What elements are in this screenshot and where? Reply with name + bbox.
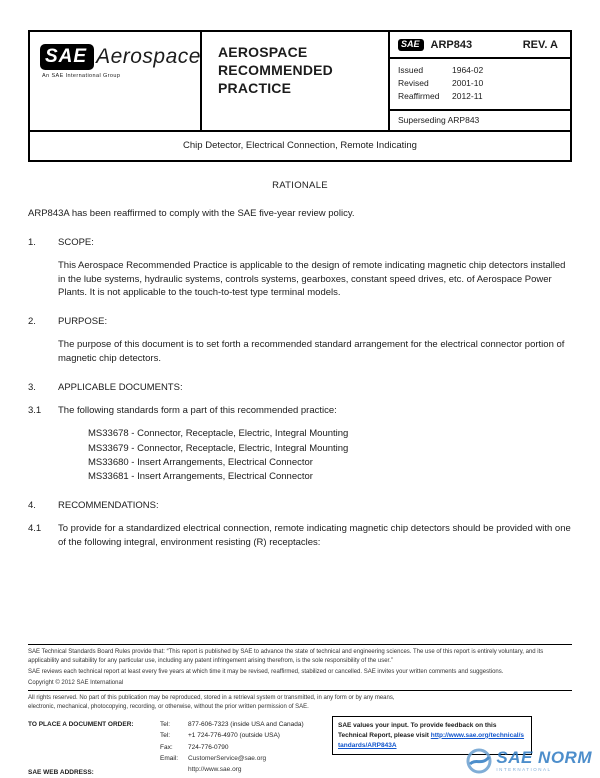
- section-1-heading: 1. SCOPE:: [28, 236, 94, 248]
- rationale-heading: RATIONALE: [272, 180, 328, 191]
- document-type-title: AEROSPACE RECOMMENDED PRACTICE: [202, 32, 390, 130]
- order-label: TO PLACE A DOCUMENT ORDER:: [28, 721, 134, 729]
- legal-notice-1: SAE Technical Standards Board Rules provide that: “This report is published by SAE to advance the state of technical and engineering sciences. The use of this report is entirely voluntary, and its applicability and suitability for any particular use, including any patent infringement arising therefrom, is the sole responsibility of the user.”: [28, 649, 544, 664]
- web-address-label: SAE WEB ADDRESS:: [28, 768, 94, 776]
- document-title: Chip Detector, Electrical Connection, Remote Indicating: [183, 140, 417, 151]
- document-dates: [390, 59, 570, 111]
- legal-notice-2: SAE reviews each technical report at least every five years at which time it may be revised, reaffirmed, stabilized or cancelled. SAE invites your written comments and suggestions.: [28, 669, 504, 676]
- fax-label: Fax:: [160, 743, 173, 751]
- date-row-revised: Revised 2001-10: [398, 78, 484, 89]
- document-id-row: [390, 32, 570, 59]
- phone-label: Tel:: [160, 721, 171, 729]
- phone-number: +1 724-776-4970 (outside USA): [188, 732, 280, 740]
- superseding-note: Superseding ARP843: [398, 115, 480, 125]
- phone-number: 877-606-7323 (inside USA and Canada): [188, 721, 304, 729]
- section-4-1: 4.1 To provide for a standardized electrical connection, remote indicating magnetic chip detectors should be provided with one of the following integral, environment resisting (R) receptacles:: [28, 523, 571, 549]
- copyright-notice: Copyright © 2012 SAE International: [28, 680, 124, 687]
- document-header: [28, 30, 572, 162]
- revision-label: REV. A: [522, 39, 558, 51]
- sae-website-link[interactable]: http://www.sae.org: [188, 765, 242, 773]
- section-1-text: This Aerospace Recommended Practice is applicable to the design of remote indicating magnetic chip detectors installed in the lube systems, hydraulic systems, controls systems, gearboxes, constant speed drives, etc. of Aerospace Power Plants. It is not applicable to the touch-to-test type terminal models.: [58, 259, 566, 299]
- sae-logo-mark-small: SAE: [398, 39, 424, 51]
- document-order-info: [28, 719, 348, 777]
- date-row-issued: Issued 1964-02: [398, 65, 484, 75]
- list-item: MS33679 - Connector, Receptacle, Electric, Integral Mounting: [88, 442, 349, 454]
- phone-label: Tel:: [160, 732, 171, 740]
- rights-notice: All rights reserved. No part of this publication may be reproduced, stored in a retrieval system or transmitted, in any form or by any means, electronic, mechanical, photocopying, recording, or otherwise, without the prior written permission of SAE.: [28, 695, 395, 710]
- sae-logo-cell: [30, 32, 202, 130]
- document-id-cell: [390, 32, 570, 130]
- watermark-text: SAE NORM: [496, 748, 592, 768]
- feedback-link[interactable]: http://www.sae.org/technical/standards/ARP843A: [338, 731, 525, 749]
- list-item: MS33678 - Connector, Receptacle, Electric, Integral Mounting: [88, 428, 349, 440]
- section-2-heading: 2. PURPOSE:: [28, 316, 108, 328]
- rationale-text: ARP843A has been reaffirmed to comply with the SAE five-year review policy.: [28, 208, 355, 219]
- section-3-heading: 3. APPLICABLE DOCUMENTS:: [28, 381, 183, 393]
- sae-norm-watermark: [466, 748, 592, 774]
- fax-number: 724-776-0790: [188, 743, 229, 751]
- date-row-reaffirmed: Reaffirmed 2012-11: [398, 91, 483, 102]
- section-4-heading: 4. RECOMMENDATIONS:: [28, 500, 159, 512]
- section-3-1: 3.1 The following standards form a part of this recommended practice:: [28, 404, 337, 416]
- watermark-globe-icon: [466, 748, 492, 774]
- referenced-standards-list: [88, 427, 572, 484]
- document-number: ARP843: [430, 39, 473, 51]
- watermark-subtext: INTERNATIONAL: [496, 767, 552, 773]
- section-2-text: The purpose of this document is to set forth a recommended standard arrangement for the electrical connector portion of magnetic chip detectors.: [58, 339, 565, 364]
- feedback-text: SAE values your input. To provide feedback on this Technical Report, please visit: [338, 722, 497, 739]
- sae-logo-mark: SAE: [40, 44, 94, 70]
- email-link[interactable]: CustomerService@sae.org: [188, 754, 267, 762]
- list-item: MS33681 - Insert Arrangements, Electrical Connector: [88, 471, 313, 483]
- sae-aerospace-logo: [40, 44, 201, 70]
- divider: [28, 644, 572, 645]
- sae-group-tagline: An SAE International Group: [42, 73, 121, 79]
- header-row: [30, 32, 570, 132]
- email-label: Email:: [160, 754, 179, 762]
- list-item: MS33680 - Insert Arrangements, Electrical Connector: [88, 456, 313, 468]
- divider: [28, 690, 572, 691]
- aerospace-wordmark: Aerospace: [96, 45, 201, 68]
